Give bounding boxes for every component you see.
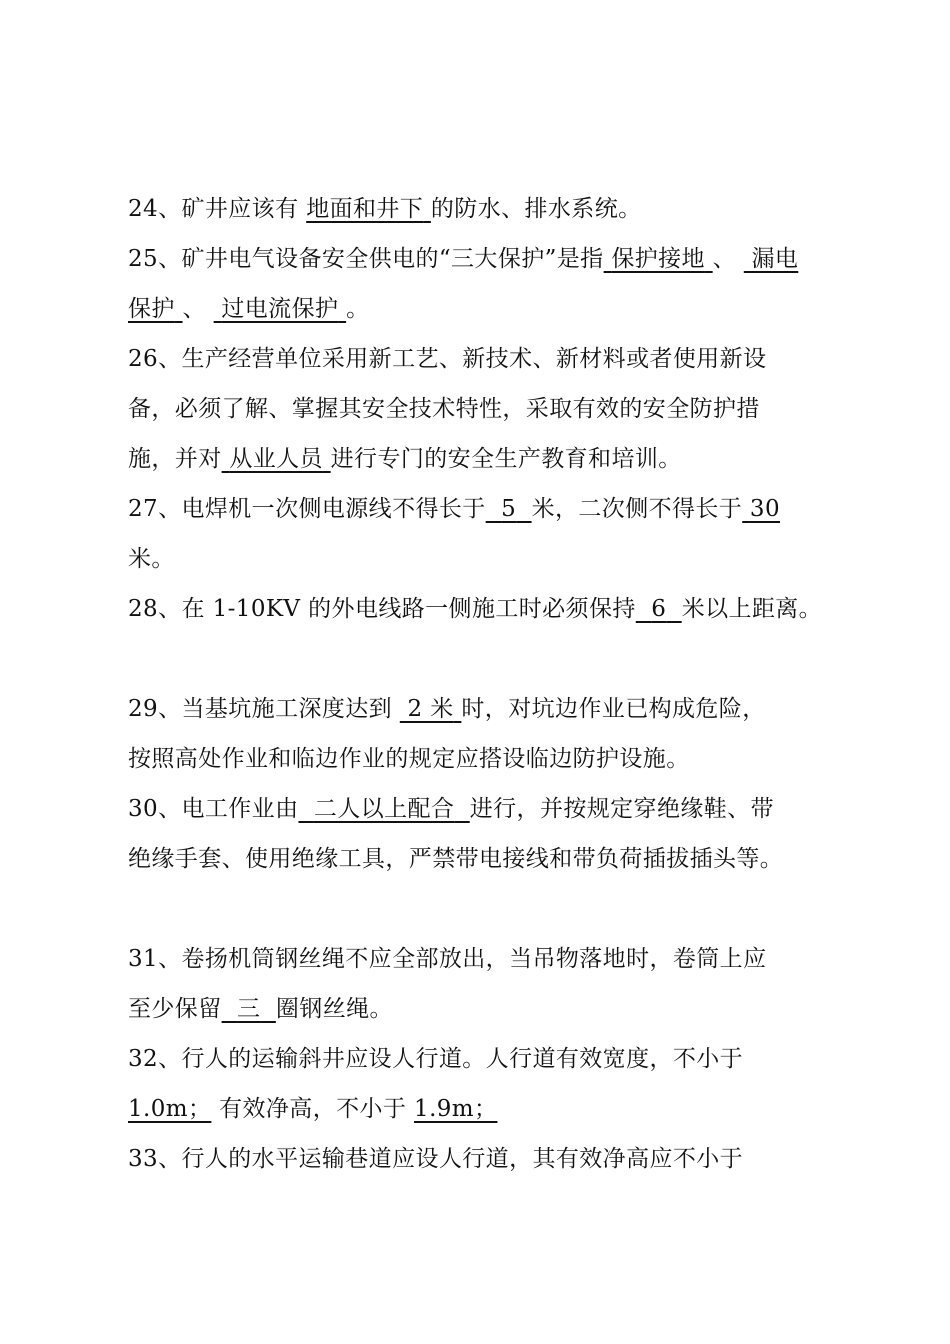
question-25-line-2	[128, 284, 888, 334]
question-list	[128, 184, 888, 1184]
question-26-line-1: 26、生产经营单位采用新工艺、新技术、新材料或者使用新设	[128, 346, 767, 372]
question-text: 27、电焊机一次侧电源线不得长于	[128, 496, 486, 522]
question-text: 米以上距离。	[681, 596, 823, 622]
answer-blank: 三	[237, 996, 261, 1022]
question-29-line-1	[128, 684, 888, 734]
question-text: 至少保留	[128, 996, 222, 1022]
question-text: 。	[346, 296, 370, 322]
question-text: 28、在 1-10KV 的外电线路一侧施工时必须保持	[128, 596, 636, 622]
question-text: 29、当基坑施工深度达到	[128, 696, 393, 722]
question-30-line-2: 绝缘手套、使用绝缘工具，严禁带电接线和带负荷插拔插头等。	[128, 846, 784, 872]
question-text: 时，对坑边作业已构成危险，	[461, 696, 766, 722]
answer-blank: 2 米	[407, 696, 454, 722]
spacer	[128, 884, 888, 934]
question-25-line-1	[128, 234, 888, 284]
question-26-line-3	[128, 434, 888, 484]
answer-blank: 过电流保护	[221, 296, 339, 322]
separator: 、	[712, 246, 737, 272]
question-26-line-2: 备，必须了解、掌握其安全技术特性，采取有效的安全防护措	[128, 396, 760, 422]
question-text: 进行专门的安全生产教育和培训。	[330, 446, 682, 472]
question-text: 25、矿井电气设备安全供电的“三大保护”是指	[128, 246, 604, 272]
answer-blank: 6	[651, 596, 667, 622]
answer-blank: 从业人员	[229, 446, 323, 472]
question-text: 24、矿井应该有	[128, 196, 299, 222]
question-33-line-1: 33、行人的水平运输巷道应设人行道，其有效净高应不小于	[128, 1146, 744, 1172]
spacer	[128, 634, 888, 684]
answer-blank: 1.0m；	[128, 1096, 212, 1122]
question-27-line-2: 米。	[128, 546, 175, 572]
answer-blank: 漏电	[751, 246, 799, 272]
question-24	[128, 184, 888, 234]
separator: 、	[182, 296, 206, 322]
answer-blank: 30	[749, 496, 780, 522]
question-text: 圈钢丝绳。	[275, 996, 393, 1022]
question-text: 30、电工作业由	[128, 796, 299, 822]
question-text: 米，二次侧不得长于	[531, 496, 743, 522]
question-text: 施，并对	[128, 446, 222, 472]
question-29-line-2: 按照高处作业和临边作业的规定应搭设临边防护设施。	[128, 746, 690, 772]
answer-blank: 5	[501, 496, 517, 522]
answer-blank: 二人以上配合	[313, 796, 455, 822]
answer-blank: 地面和井下	[306, 196, 424, 222]
question-32-line-2	[128, 1084, 888, 1134]
question-31-line-2	[128, 984, 888, 1034]
answer-blank: 保护接地	[611, 246, 705, 272]
question-31-line-1: 31、卷扬机筒钢丝绳不应全部放出，当吊物落地时，卷筒上应	[128, 946, 767, 972]
question-27-line-1	[128, 484, 888, 534]
question-text: 有效净高，不小于	[219, 1096, 407, 1122]
question-28	[128, 584, 888, 634]
question-text: 的防水、排水系统。	[430, 196, 642, 222]
answer-blank: 保护	[128, 296, 175, 322]
question-text: 进行，并按规定穿绝缘鞋、带	[469, 796, 774, 822]
question-30-line-1	[128, 784, 888, 834]
answer-blank: 1.9m；	[414, 1096, 498, 1122]
question-32-line-1: 32、行人的运输斜井应设人行道。人行道有效宽度，不小于	[128, 1046, 744, 1072]
